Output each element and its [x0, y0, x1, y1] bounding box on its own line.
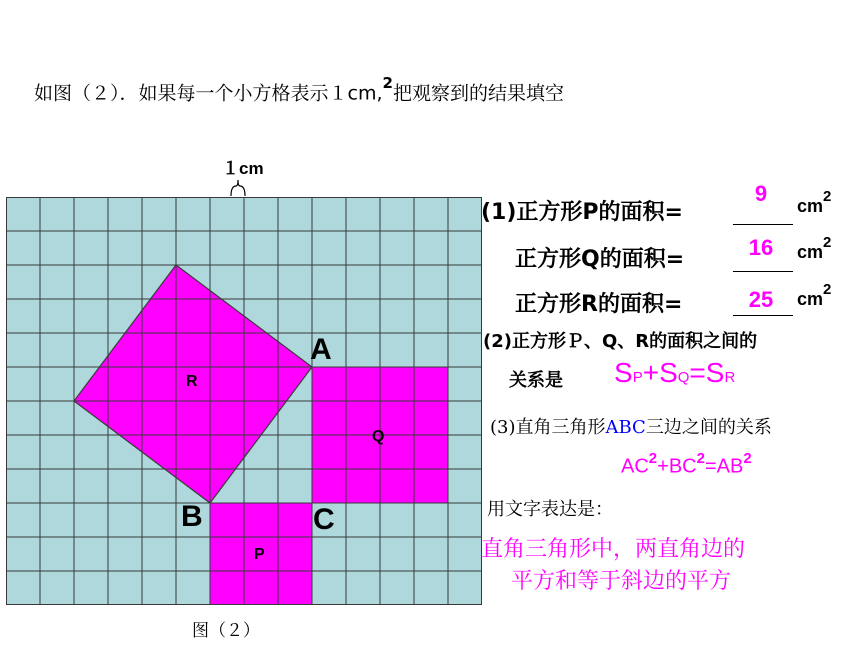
label-q: Q — [372, 428, 385, 445]
unit-text: cm — [797, 196, 824, 216]
q3-formula — [621, 452, 752, 479]
intro-tail: 把观察到的结果填空 — [392, 82, 564, 105]
q1-r-unit — [797, 281, 832, 310]
intro-exponent: 2 — [382, 74, 393, 92]
scale-brace-icon — [228, 176, 248, 198]
scale-label-text: １cm — [222, 159, 264, 178]
q1-q-label: 正方形Q的面积= — [515, 247, 685, 272]
q1-q-unit — [797, 234, 832, 263]
q1-p-answer: 9 — [754, 181, 768, 206]
formula-exp: 2 — [648, 450, 658, 467]
formula-exp: 2 — [743, 450, 752, 467]
q4-answer-line2: 平方和等于斜边的平方 — [511, 569, 732, 594]
label-r: R — [186, 373, 198, 390]
q3-line1 — [490, 413, 772, 439]
q1-p-blank — [733, 224, 793, 225]
intro-main: 如图（２）．如果每一个小方格表示１cm, — [34, 82, 383, 105]
formula-sub-p: P — [632, 369, 643, 386]
q1-r-blank — [733, 315, 793, 316]
formula-s: S — [705, 357, 725, 388]
q1-r-label: 正方形R的面积= — [515, 292, 683, 317]
formula-sub-r: R — [724, 369, 736, 386]
q1-q-answer: 16 — [748, 235, 774, 260]
q3-abc: ABC — [605, 417, 646, 438]
formula-eq-ab: =AB — [704, 455, 744, 478]
unit-text: cm — [797, 289, 824, 309]
formula-s: S — [659, 357, 678, 388]
q2-line1: (2)正方形Ｐ、Q、R的面积之间的 — [483, 331, 758, 352]
q4-answer-line1: 直角三角形中，两直角边的 — [481, 537, 746, 562]
unit-exponent: 2 — [823, 234, 832, 251]
vertex-a: A — [310, 333, 332, 366]
q2-line2: 关系是 — [509, 370, 563, 391]
intro-text — [34, 74, 564, 105]
q1-p-label: (1)正方形P的面积= — [481, 200, 683, 225]
q2-formula — [614, 357, 735, 389]
q1-q-blank — [733, 271, 793, 272]
label-p: P — [254, 546, 265, 563]
q1-r-answer: 25 — [748, 287, 774, 312]
vertex-b: B — [181, 500, 203, 533]
q4-label: 用文字表达是： — [487, 499, 613, 520]
formula-ac: AC — [621, 455, 649, 478]
q3-text-a: (3)直角三角形 — [490, 417, 606, 438]
formula-eq: = — [689, 357, 706, 388]
formula-s: S — [614, 357, 633, 388]
unit-exponent: 2 — [823, 188, 832, 205]
formula-exp: 2 — [696, 450, 705, 467]
figure-caption: 图（２） — [192, 621, 260, 641]
formula-plus-bc: +BC — [657, 455, 697, 478]
unit-text: cm — [797, 242, 824, 262]
q3-text-b: 三边之间的关系 — [645, 417, 772, 438]
vertex-c: C — [313, 503, 335, 536]
grid-figure — [6, 197, 482, 605]
q1-p-unit — [797, 188, 832, 217]
formula-plus: + — [642, 357, 660, 388]
formula-sub-q: Q — [677, 369, 690, 386]
unit-exponent: 2 — [823, 281, 832, 298]
